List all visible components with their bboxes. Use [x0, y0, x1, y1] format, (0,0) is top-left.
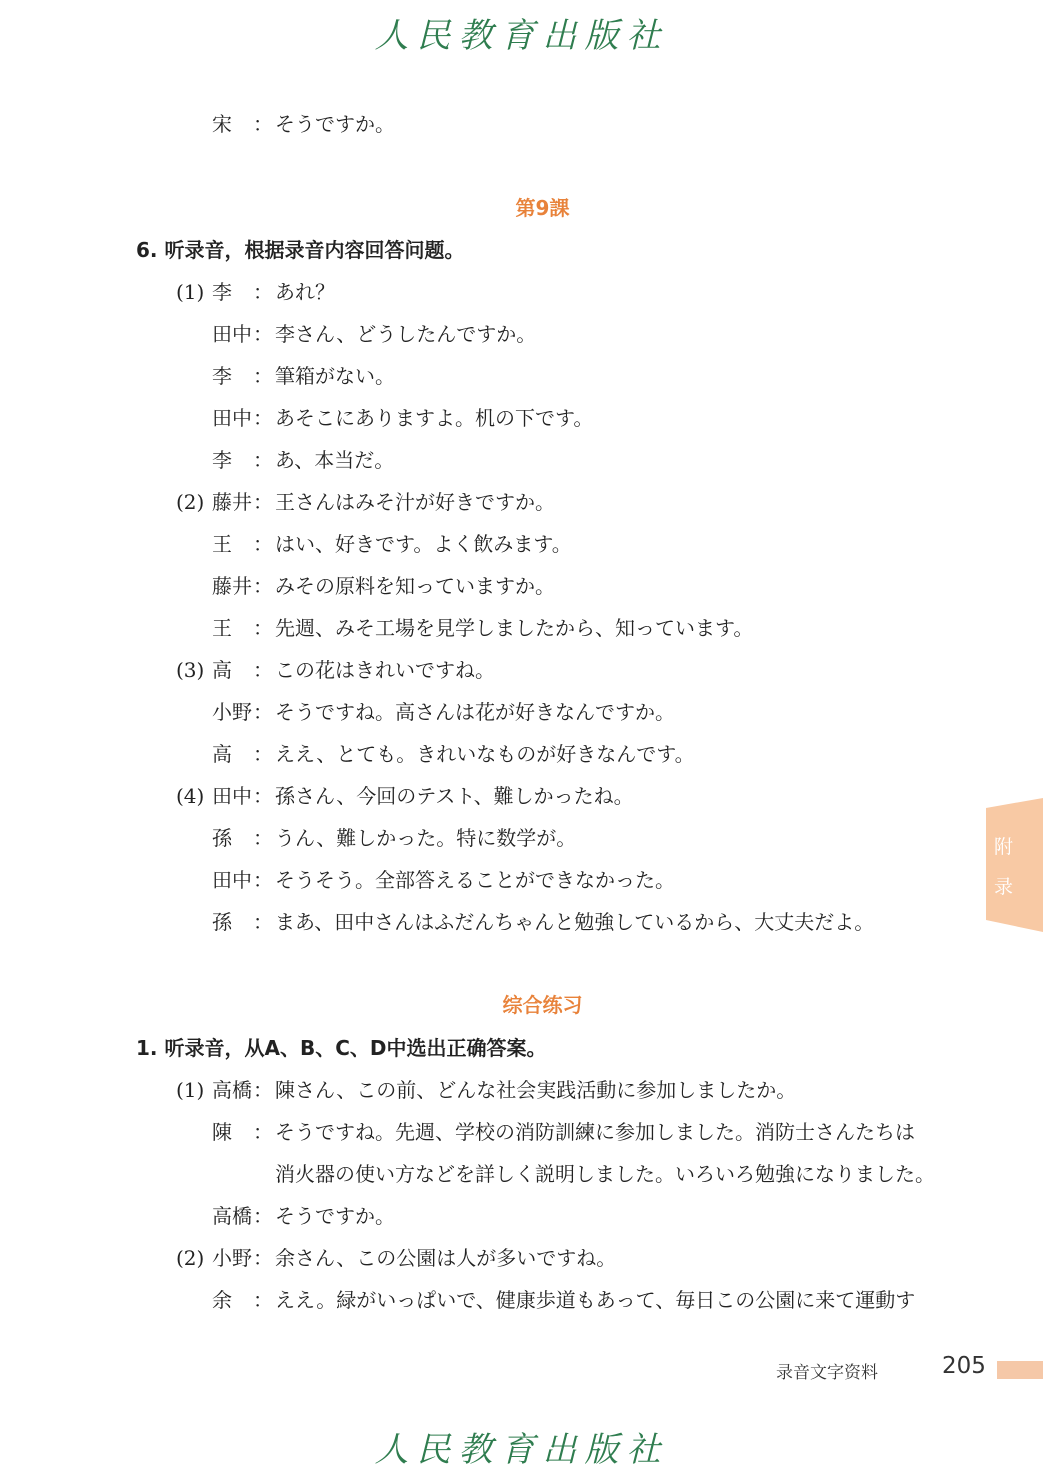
item-number: (2): [176, 1246, 205, 1270]
speaker: 高: [212, 658, 232, 682]
speaker: 田中: [212, 868, 252, 892]
speaker: 小野: [212, 1246, 252, 1270]
colon: ：: [253, 364, 273, 388]
dialogue-text: あ、本当だ。: [275, 448, 395, 472]
item-number: (2): [176, 490, 205, 514]
speaker: 高橋: [212, 1078, 252, 1102]
question-title: 6. 听录音，根据录音内容回答问题。: [136, 238, 465, 262]
colon: ：: [253, 826, 273, 850]
colon: ：: [253, 532, 273, 556]
speaker: 高橋: [212, 1204, 252, 1228]
dialogue-text: 李さん、どうしたんですか。: [275, 322, 537, 346]
colon: ：: [253, 1120, 273, 1144]
dialogue-text: 余さん、この公園は人が多いですね。: [275, 1246, 617, 1270]
colon: ：: [253, 658, 273, 682]
item-number: (1): [176, 280, 205, 304]
dialogue-text: 筆箱がない。: [275, 364, 395, 388]
colon: ：: [253, 490, 273, 514]
colon: ：: [253, 112, 273, 136]
page-number-bar: [997, 1361, 1043, 1379]
side-tab-char: 录: [993, 876, 1013, 898]
speaker: 王: [212, 532, 232, 556]
speaker: 田中: [212, 406, 252, 430]
colon: ：: [253, 616, 273, 640]
colon: ：: [253, 910, 273, 934]
dialogue-text: まあ、田中さんはふだんちゃんと勉強しているから、大丈夫だよ。: [275, 910, 875, 934]
speaker: 宋: [212, 112, 232, 136]
dialogue-text: あそこにありますよ。机の下です。: [275, 406, 594, 430]
speaker: 田中: [212, 784, 252, 808]
question-title: 1. 听录音，从A、B、C、D中选出正确答案。: [136, 1036, 547, 1060]
dialogue-text: はい、好きです。よく飲みます。: [275, 532, 572, 556]
speaker: 藤井: [212, 574, 252, 598]
speaker: 李: [212, 448, 232, 472]
dialogue-text: 孫さん、今回のテスト、難しかったね。: [275, 784, 634, 808]
item-number: (3): [176, 658, 205, 682]
colon: ：: [253, 1288, 273, 1312]
speaker: 李: [212, 280, 232, 304]
speaker: 藤井: [212, 490, 252, 514]
speaker: 小野: [212, 700, 252, 724]
dialogue-text: この花はきれいですね。: [275, 658, 495, 682]
dialogue-text: そうですね。先週、学校の消防訓練に参加しました。消防士さんたちは: [275, 1120, 915, 1144]
dialogue-text: ええ。緑がいっぱいで、健康歩道もあって、毎日この公園に来て運動す: [275, 1288, 916, 1312]
colon: ：: [253, 322, 273, 346]
dialogue-text: そうそう。全部答えることができなかった。: [275, 868, 675, 892]
footer-section-label: 录音文字资料: [776, 1363, 878, 1383]
side-tab-char: 附: [993, 836, 1013, 858]
dialogue-text: うん、難しかった。特に数学が。: [275, 826, 577, 850]
lesson-title: 第9課: [515, 196, 570, 220]
appendix-side-tab[interactable]: [986, 798, 1043, 932]
speaker: 孫: [212, 826, 232, 850]
publisher-logo-bottom: 人民教育出版社: [374, 1430, 669, 1470]
colon: ：: [253, 1078, 273, 1102]
dialogue-text: 王さんはみそ汁が好きですか。: [275, 490, 555, 514]
colon: ：: [253, 280, 273, 304]
speaker: 陳: [212, 1120, 232, 1144]
dialogue-text: 陳さん、この前、どんな社会実践活動に参加しましたか。: [275, 1078, 797, 1102]
dialogue-text: ええ、とても。きれいなものが好きなんです。: [275, 742, 695, 766]
colon: ：: [253, 406, 273, 430]
colon: ：: [253, 784, 273, 808]
section-title: 综合练习: [502, 993, 583, 1017]
item-number: (1): [176, 1078, 205, 1102]
publisher-logo-top: 人民教育出版社: [374, 16, 669, 56]
speaker: 高: [212, 742, 232, 766]
colon: ：: [253, 1204, 273, 1228]
item-number: (4): [176, 784, 205, 808]
dialogue-text: そうですね。高さんは花が好きなんですか。: [275, 700, 675, 724]
side-tab-shape: [986, 798, 1043, 932]
dialogue-text: 先週、みそ工場を見学しましたから、知っています。: [275, 616, 754, 640]
speaker: 李: [212, 364, 232, 388]
speaker: 田中: [212, 322, 252, 346]
dialogue-text: あれ？: [275, 280, 335, 304]
page-number: 205: [942, 1353, 986, 1379]
colon: ：: [253, 1246, 273, 1270]
colon: ：: [253, 868, 273, 892]
colon: ：: [253, 448, 273, 472]
dialogue-text: みその原料を知っていますか。: [275, 574, 555, 598]
speaker: 孫: [212, 910, 232, 934]
colon: ：: [253, 700, 273, 724]
speaker: 余: [212, 1288, 232, 1312]
dialogue-text: 消火器の使い方などを詳しく説明しました。いろいろ勉強になりました。: [275, 1162, 935, 1186]
speaker: 王: [212, 616, 232, 640]
colon: ：: [253, 574, 273, 598]
dialogue-text: そうですか。: [275, 112, 395, 136]
dialogue-text: そうですか。: [275, 1204, 395, 1228]
colon: ：: [253, 742, 273, 766]
